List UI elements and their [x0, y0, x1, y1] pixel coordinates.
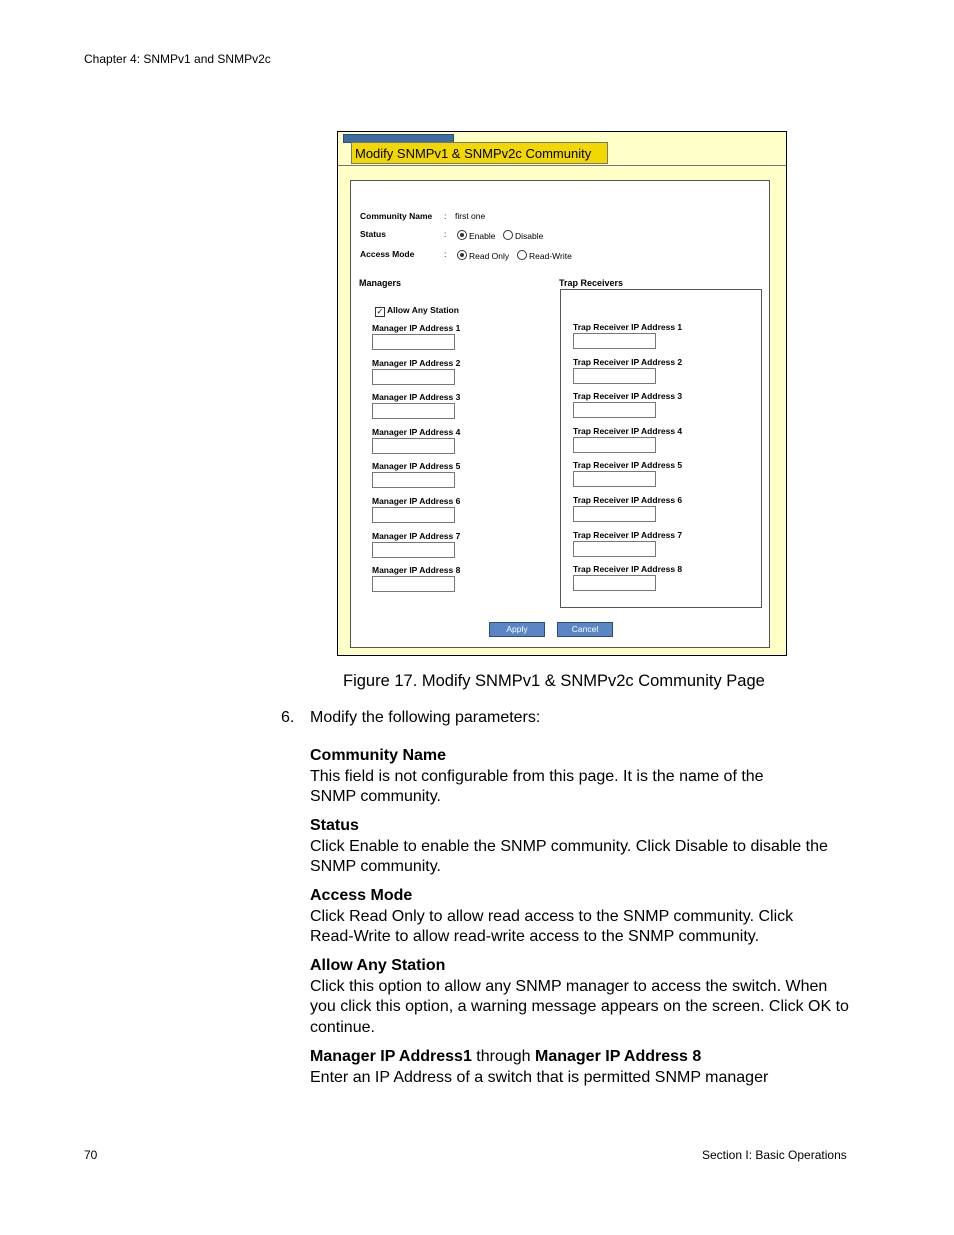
status-disable-option[interactable]	[503, 230, 543, 241]
trap-receiver-ip-label: Trap Receiver IP Address 3	[573, 391, 683, 402]
trap-receiver-ip-label: Trap Receiver IP Address 8	[573, 564, 683, 575]
radio-icon[interactable]	[503, 230, 513, 240]
section-text: Enter an IP Address of a switch that is permitted SNMP manager	[310, 1068, 769, 1086]
trap-receiver-ip-label: Trap Receiver IP Address 4	[573, 425, 683, 436]
manager-ip-label: Manager IP Address 1	[372, 323, 461, 333]
manager-ip-input[interactable]	[372, 334, 455, 350]
section-text: Click Read Only to allow read access to the SNMP community. Click Read-Write to allow read-write access to the SNMP community.	[310, 907, 794, 945]
trap-receiver-ip-label: Trap Receiver IP Address 6	[573, 495, 683, 505]
manager-ip-input[interactable]	[372, 542, 455, 558]
trap-receiver-ip-input[interactable]	[573, 402, 656, 418]
trap-receiver-ip-input[interactable]	[573, 333, 656, 349]
trap-receiver-ip-input[interactable]	[573, 437, 656, 453]
trap-receiver-ip-input[interactable]	[573, 471, 656, 487]
section-text: Click Enable to enable the SNMP community. Click Disable to disable the SNMP community.	[310, 837, 828, 875]
trap-receiver-ip-label: Trap Receiver IP Address 1	[573, 322, 683, 332]
chapter-header: Chapter 4: SNMPv1 and SNMPv2c	[84, 52, 271, 66]
footer-section: Section I: Basic Operations	[702, 1148, 847, 1162]
colon: :	[444, 249, 447, 259]
access-read-write-option[interactable]	[517, 250, 572, 261]
allow-any-station-option[interactable]	[375, 305, 459, 317]
access-mode-label: Access Mode	[360, 249, 415, 259]
section-status	[310, 816, 850, 878]
colon: :	[444, 211, 447, 221]
form-area	[350, 180, 770, 648]
community-name-value: first one	[455, 211, 486, 221]
manager-ip-input[interactable]	[372, 472, 455, 488]
trap-receiver-ip-input[interactable]	[573, 541, 656, 557]
trap-receivers-box	[560, 289, 762, 608]
section-title-a: Manager IP Address1	[310, 1048, 472, 1065]
managers-box	[359, 289, 561, 606]
section-community-name	[310, 746, 850, 808]
manager-ip-input[interactable]	[372, 403, 455, 419]
trap-receiver-ip-label: Trap Receiver IP Address 7	[573, 529, 683, 540]
community-name-label: Community Name	[360, 211, 433, 221]
colon: :	[444, 229, 447, 239]
section-text: This field is not configurable from this page. It is the name of the SNMP community.	[310, 767, 764, 805]
trap-receiver-ip-input[interactable]	[573, 368, 656, 384]
manager-ip-label: Manager IP Address 6	[372, 496, 461, 506]
section-title-through: through	[471, 1048, 535, 1065]
access-read-only-option[interactable]	[457, 250, 509, 261]
section-title: Status	[310, 817, 359, 834]
manager-ip-label: Manager IP Address 4	[372, 426, 461, 437]
manager-ip-label: Manager IP Address 7	[372, 530, 461, 541]
status-enable-option[interactable]	[457, 230, 495, 241]
section-title-line	[310, 1047, 850, 1068]
step-text: Modify the following parameters:	[310, 709, 541, 726]
figure-caption: Figure 17. Modify SNMPv1 & SNMPv2c Community Page	[343, 672, 765, 690]
trap-receiver-ip-label: Trap Receiver IP Address 2	[573, 356, 683, 367]
manager-ip-input[interactable]	[372, 438, 455, 454]
section-title: Community Name	[310, 747, 447, 764]
manager-ip-label: Manager IP Address 2	[372, 357, 461, 368]
trap-receivers-title: Trap Receivers	[559, 278, 624, 288]
step-number: 6.	[281, 709, 295, 726]
manager-ip-input[interactable]	[372, 369, 455, 385]
allow-any-station-label: Allow Any Station	[387, 305, 459, 315]
manager-ip-label: Manager IP Address 8	[372, 565, 461, 576]
tab-divider	[338, 165, 786, 166]
checkbox-checked-icon[interactable]: ✓	[376, 307, 384, 316]
status-enable-label: Enable	[469, 231, 496, 241]
screenshot-panel	[337, 131, 787, 656]
manager-ip-input[interactable]	[372, 576, 455, 592]
section-title: Access Mode	[310, 887, 413, 904]
cancel-button[interactable]: Cancel	[557, 622, 613, 637]
trap-receiver-ip-input[interactable]	[573, 575, 656, 591]
radio-selected-icon[interactable]	[457, 250, 467, 260]
status-label: Status	[360, 229, 386, 239]
section-access-mode	[310, 886, 850, 948]
managers-title: Managers	[359, 278, 402, 288]
page-tab-title: Modify SNMPv1 & SNMPv2c Community	[351, 142, 608, 164]
access-read-only-label: Read Only	[469, 251, 510, 261]
trap-receiver-ip-label: Trap Receiver IP Address 5	[573, 460, 683, 471]
section-text: Click this option to allow any SNMP manager to access the switch. When you click this option, a warning message appears on the screen. Click OK to continue.	[310, 977, 849, 1036]
trap-receiver-ip-input[interactable]	[573, 506, 656, 522]
status-disable-label: Disable	[515, 231, 544, 241]
section-title: Allow Any Station	[310, 957, 446, 974]
radio-icon[interactable]	[517, 250, 527, 260]
manager-ip-input[interactable]	[372, 507, 455, 523]
section-title-b: Manager IP Address 8	[535, 1048, 702, 1065]
manager-ip-label: Manager IP Address 3	[372, 392, 461, 403]
section-manager-ip	[310, 1047, 850, 1088]
page-number: 70	[84, 1148, 98, 1162]
radio-selected-icon[interactable]	[457, 230, 467, 240]
section-allow-any-station	[310, 956, 850, 1038]
apply-button[interactable]: Apply	[489, 622, 545, 637]
access-read-write-label: Read-Write	[529, 251, 572, 261]
manager-ip-label: Manager IP Address 5	[372, 461, 461, 472]
